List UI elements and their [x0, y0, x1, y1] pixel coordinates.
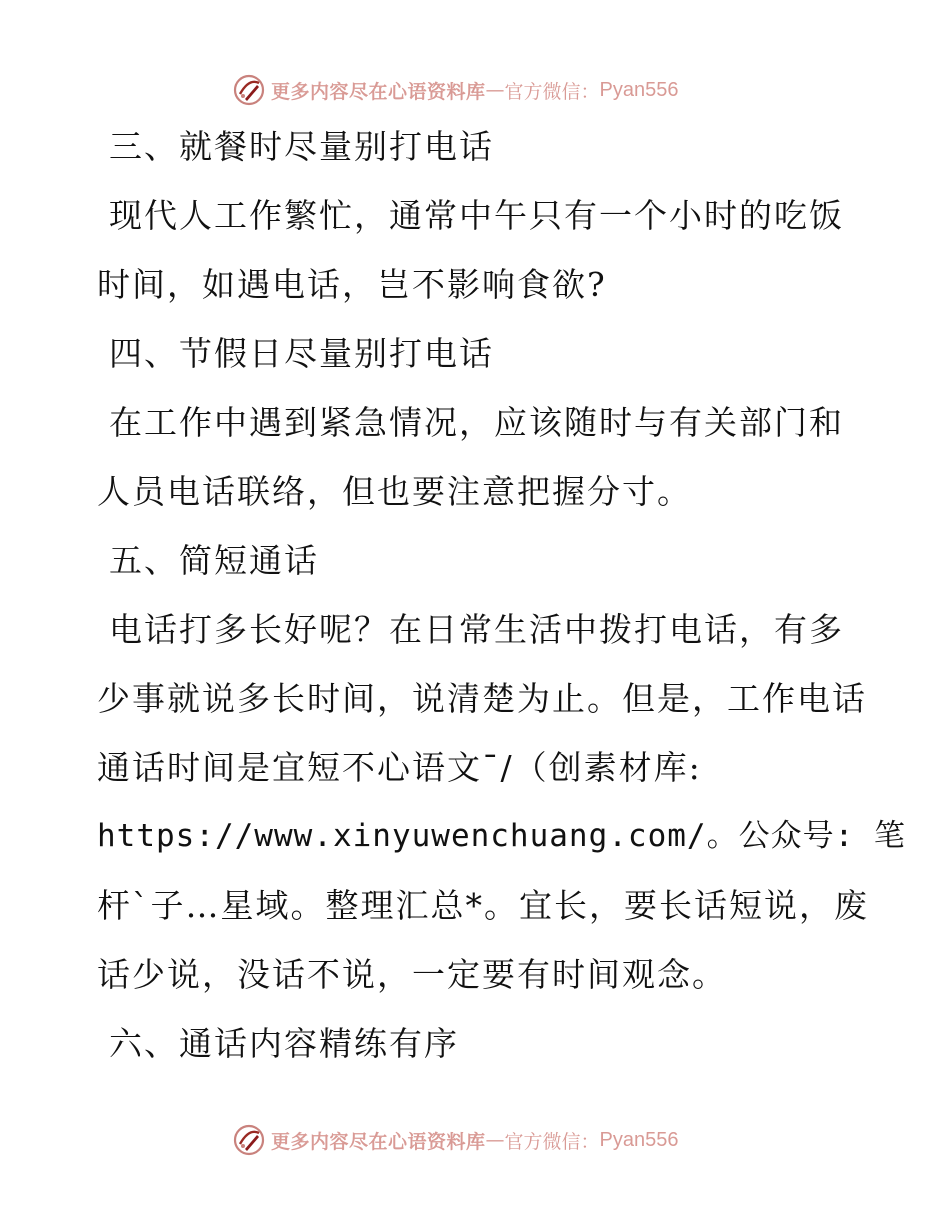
section-heading-6: 六、通话内容精练有序 [109, 1024, 459, 1063]
banner-text: 更多内容尽在心语资料库 [271, 1130, 486, 1153]
paragraph-line: 时间，如遇电话，岂不影响食欲? [97, 265, 607, 304]
paragraph-line: 话少说，没话不说，一定要有时间观念。 [97, 955, 727, 994]
paragraph-line: 杆`子…星域。整理汇总*。宜长，要长话短说，废 [97, 886, 869, 925]
banner-separator: — [485, 79, 505, 101]
banner-wechat-label: 官方微信： [504, 1130, 600, 1153]
paragraph-line: 人员电话联络，但也要注意把握分寸。 [97, 472, 692, 511]
footer-banner [233, 1120, 753, 1160]
paragraph-line: 少事就说多长时间，说清楚为止。但是，工作电话 [97, 679, 867, 718]
banner-separator: — [485, 1129, 505, 1151]
paragraph-line-url: https://www.xinyuwenchuang.com/。公众号: 笔 [97, 818, 906, 854]
pen-logo-icon [233, 1124, 265, 1156]
paragraph-line: 通话时间是宜短不心语文¯/（创素材库: [97, 748, 702, 787]
banner-wechat-id: Pyan556 [599, 78, 679, 101]
paragraph-line: 电话打多长好呢？在日常生活中拨打电话，有多 [109, 610, 844, 649]
banner-wechat-label: 官方微信： [504, 80, 600, 103]
pen-logo-icon [233, 74, 265, 106]
document-body [97, 112, 906, 1078]
section-heading-3: 三、就餐时尽量别打电话 [109, 127, 494, 166]
banner-wechat-id: Pyan556 [599, 1128, 679, 1151]
section-heading-4: 四、节假日尽量别打电话 [109, 334, 494, 373]
paragraph-line: 现代人工作繁忙，通常中午只有一个小时的吃饭 [109, 196, 844, 235]
paragraph-line: 在工作中遇到紧急情况，应该随时与有关部门和 [109, 403, 844, 442]
header-banner [233, 70, 753, 110]
section-heading-5: 五、简短通话 [109, 541, 319, 580]
banner-text: 更多内容尽在心语资料库 [271, 80, 486, 103]
